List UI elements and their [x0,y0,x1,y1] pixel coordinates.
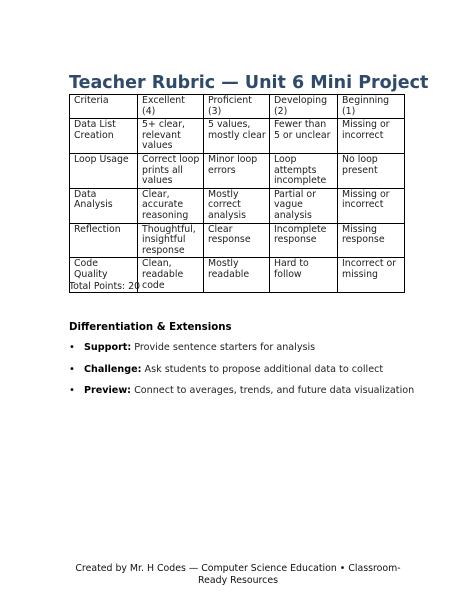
table-cell: Loop attempts incomplete [269,153,337,188]
table-cell: Clean, readable code [138,258,204,293]
item-text: Provide sentence starters for analysis [131,342,316,353]
criteria-cell: Loop Usage [70,153,138,188]
criteria-cell: Data List Creation [70,119,138,154]
table-cell: 5 values, mostly clear [204,119,270,154]
header-cell: Beginning (1) [338,95,405,119]
bullet-icon: • [69,363,75,375]
table-cell: Hard to follow [269,258,337,293]
criteria-cell: Reflection [70,223,138,258]
table-cell: Correct loop prints all values [138,153,204,188]
table-cell: Incorrect or missing [338,258,405,293]
table-row [70,188,405,223]
table-cell: Incomplete response [269,223,337,258]
table-cell: 5+ clear, relevant values [138,119,204,154]
bullet-icon: • [69,342,75,353]
page-title: Teacher Rubric — Unit 6 Mini Project [69,73,429,93]
rubric-table [69,94,405,293]
bullet-icon: • [69,385,75,396]
table-cell: Clear response [204,223,270,258]
item-label: Preview: [84,385,132,396]
table-row [70,223,405,258]
table-header-row [70,95,405,119]
list-item-challenge [69,360,414,382]
table-cell: Partial or vague analysis [269,188,337,223]
table-row [70,153,405,188]
table-cell: Fewer than 5 or unclear [269,119,337,154]
item-label: Challenge: [84,363,142,375]
table-cell: Minor loop errors [204,153,270,188]
header-cell: Developing (2) [269,95,337,119]
extensions-list [69,338,414,403]
header-cell: Proficient (3) [204,95,270,119]
header-cell: Criteria [70,95,138,119]
table-cell: Missing response [338,223,405,258]
criteria-cell: Data Analysis [70,188,138,223]
table-cell: Missing or incorrect [338,119,405,154]
table-cell: Mostly correct analysis [204,188,270,223]
section-heading: Differentiation & Extensions [69,322,232,333]
table-cell: Thoughtful, insightful response [138,223,204,258]
table-row [70,119,405,154]
header-cell: Excellent (4) [138,95,204,119]
list-item-preview [69,381,414,403]
list-item-support [69,338,414,360]
table-cell: Mostly readable [204,258,270,293]
table-cell: Missing or incorrect [338,188,405,223]
item-text: Ask students to propose additional data to collect [141,363,384,375]
total-points: Total Points: 20 [69,281,141,292]
table-cell: No loop present [338,153,405,188]
item-label: Support: [84,342,132,353]
table-cell: Clear, accurate reasoning [138,188,204,223]
criteria-cell: Code Quality [70,258,138,293]
item-text: Connect to averages, trends, and future data visualization [131,385,415,396]
page-footer: Created by Mr. H Codes — Computer Science Education • Classroom-Ready Resources [75,563,401,586]
